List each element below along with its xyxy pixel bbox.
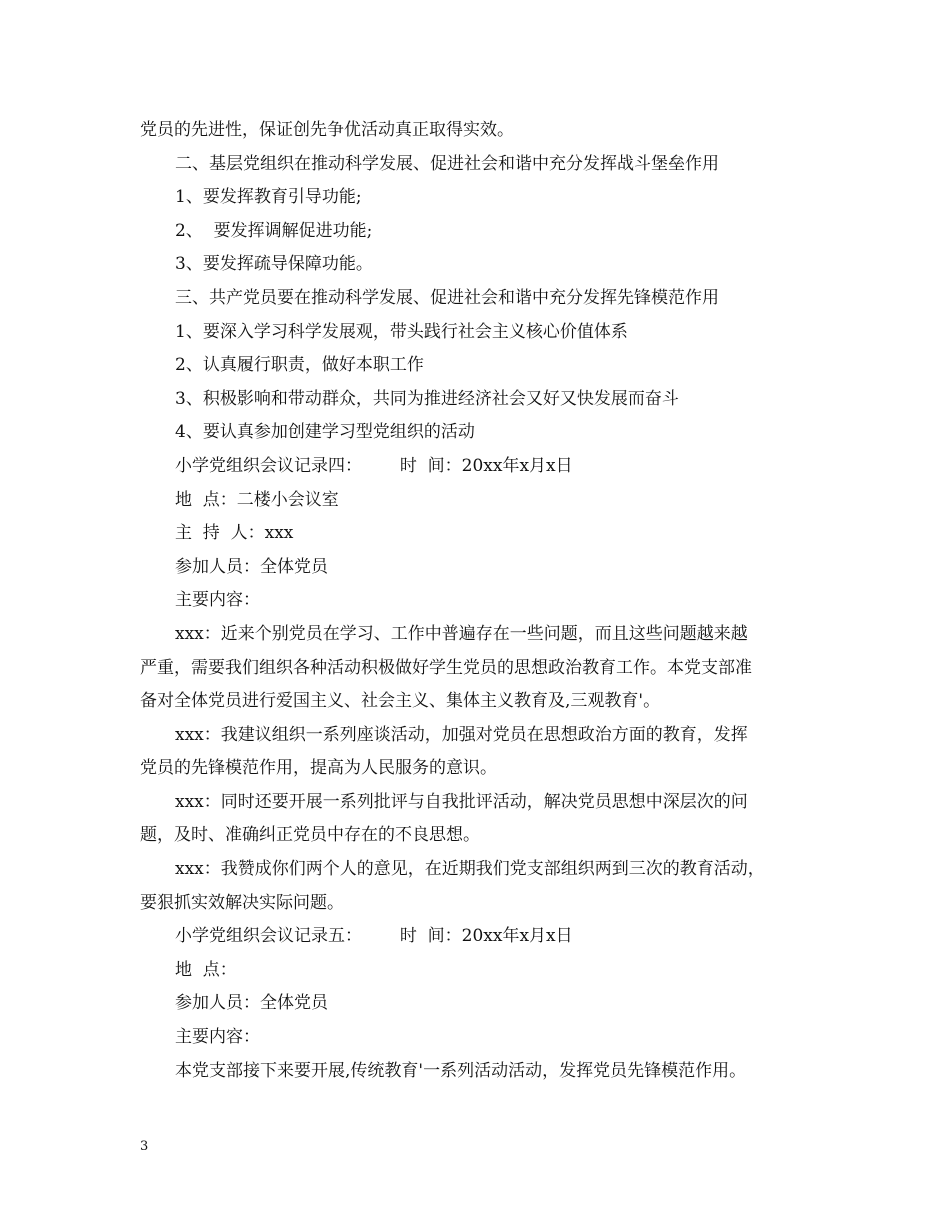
text-line: 2、认真履行职责，做好本职工作 <box>175 355 424 376</box>
text-line: 要狠抓实效解决实际问题。 <box>140 892 344 913</box>
text-line: 党员的先进性，保证创先争优活动真正取得实效。 <box>140 120 514 140</box>
text-line: 三、共产党员要在推动科学发展、促进社会和谐中充分发挥先锋模范作用 <box>175 287 719 308</box>
text-line: 1、要发挥教育引导功能; <box>175 187 362 208</box>
text-line: 参加人员：全体党员 <box>175 993 328 1014</box>
text-line: 二、基层党组织在推动科学发展、促进社会和谐中充分发挥战斗堡垒作用 <box>175 153 719 174</box>
text-line: 备对全体党员进行爱国主义、社会主义、集体主义教育及,三观教育'。 <box>140 691 661 712</box>
text-line: 地 点： <box>175 959 237 980</box>
text-line: 参加人员：全体党员 <box>175 556 328 577</box>
text-line: 4、要认真参加创建学习型党组织的活动 <box>175 422 475 443</box>
text-line: xxx：我赞成你们两个人的意见，在近期我们党支部组织两到三次的教育活动， <box>175 859 765 880</box>
page-number: 3 <box>140 1139 149 1154</box>
text-line: 主要内容： <box>175 1027 260 1048</box>
text-line: xxx：近来个别党员在学习、工作中普遍存在一些问题，而且这些问题越来越 <box>175 623 748 644</box>
text-line: xxx：我建议组织一系列座谈活动，加强对党员在思想政治方面的教育，发挥 <box>175 724 748 745</box>
document-body <box>140 114 812 1088</box>
text-line: 3、要发挥疏导保障功能。 <box>175 254 373 275</box>
text-line: 严重，需要我们组织各种活动积极做好学生党员的思想政治教育工作。本党支部准 <box>140 657 752 678</box>
text-line: 1、要深入学习科学发展观，带头践行社会主义核心价值体系 <box>175 321 628 342</box>
text-line: 地 点：二楼小会议室 <box>175 489 339 510</box>
text-line: 3、积极影响和带动群众，共同为推进经济社会又好又快发展而奋斗 <box>175 388 679 409</box>
text-line: 本党支部接下来要开展,传统教育'一系列活动活动，发挥党员先锋模范作用。 <box>175 1060 747 1081</box>
text-line: 小学党组织会议记录四： 时 间：20xx年x月x日 <box>175 455 573 476</box>
text-line: 2、 要发挥调解促进功能; <box>175 220 373 241</box>
text-line: 党员的先锋模范作用，提高为人民服务的意识。 <box>140 758 497 779</box>
text-line: 题，及时、准确纠正党员中存在的不良思想。 <box>140 825 480 846</box>
text-line: 小学党组织会议记录五： 时 间：20xx年x月x日 <box>175 926 573 947</box>
text-line: 主要内容： <box>175 590 260 611</box>
text-line: 主 持 人：xxx <box>175 523 294 544</box>
text-line: xxx：同时还要开展一系列批评与自我批评活动，解决党员思想中深层次的问 <box>175 791 748 812</box>
